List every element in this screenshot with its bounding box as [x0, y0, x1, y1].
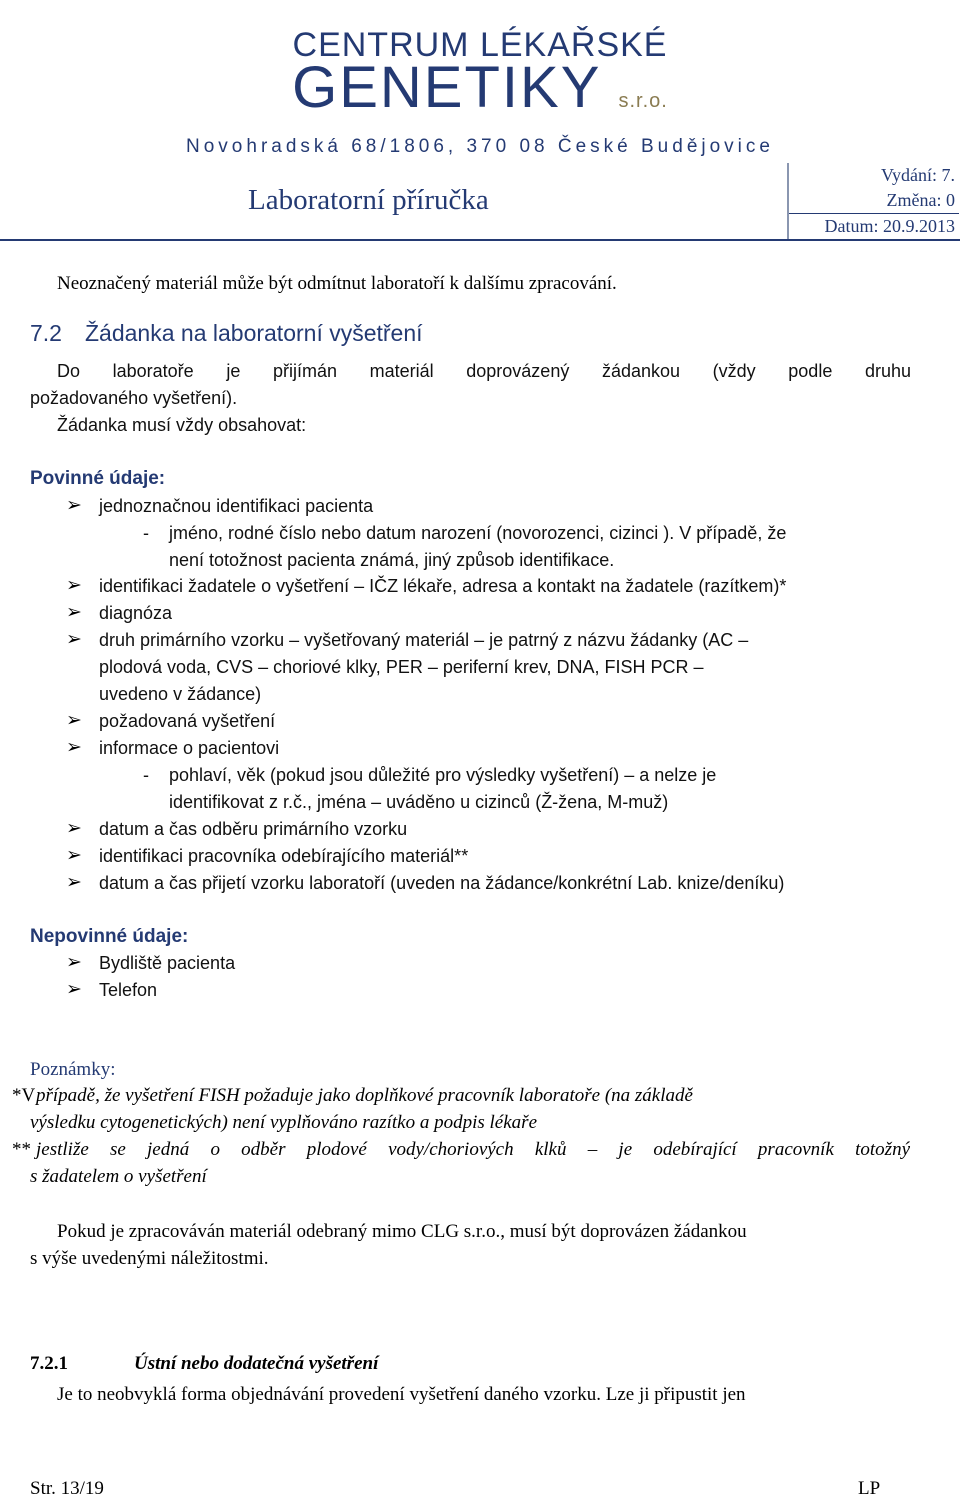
arrow-bullet-icon: ➢ — [66, 871, 82, 893]
item-diagnosis: diagnóza — [99, 603, 173, 623]
opt-address: Bydliště pacienta — [99, 953, 236, 973]
subsection-number: 7.2.1 — [30, 1353, 68, 1374]
note1-mark: *V — [12, 1085, 36, 1106]
mandatory-heading: Povinné údaje: — [30, 468, 166, 489]
item-patient-id-sub-1: jméno, rodné číslo nebo datum narození (novorozenci, cizinci ). V případě, že — [169, 523, 787, 543]
item-requested-tests: požadovaná vyšetření — [99, 711, 276, 731]
note2-line1: jestliže se jedná o odběr plodové vody/choriových klků – je odebírající pracovník totožný — [36, 1139, 910, 1160]
arrow-bullet-icon: ➢ — [66, 817, 82, 839]
item-patient-id: jednoznačnou identifikaci pacienta — [99, 496, 374, 516]
para3-line2: s výše uvedenými náležitostmi. — [30, 1248, 269, 1269]
item-patient-info-sub-2: identifikovat z r.č., jména – uváděno u cizinců (Ž-žena, M-muž) — [169, 792, 669, 812]
arrow-bullet-icon: ➢ — [66, 978, 82, 1000]
dash: - — [143, 523, 149, 543]
para1-line2: požadovaného vyšetření). — [30, 388, 238, 408]
item-receipt-datetime: datum a čas přijetí vzorku laboratoří (uveden na žádance/konkrétní Lab. knize/deníku) — [99, 873, 785, 893]
page-number: Str. 13/19 — [30, 1478, 104, 1499]
note1-line1: případě, že vyšetření FISH požaduje jako doplňkové pracovník laboratoře (na základě — [36, 1085, 693, 1106]
section-number: 7.2 — [30, 320, 62, 346]
item-patient-id-sub-2: není totožnost pacienta známá, jiný způsob identifikace. — [169, 550, 615, 570]
header-divider — [0, 239, 960, 241]
logo-sro: s.r.o. — [618, 90, 668, 112]
note1-line2: výsledku cytogenetických) není vyplňováno razítko a podpis lékaře — [30, 1112, 537, 1133]
subsection-title: Ústní nebo dodatečná vyšetření — [134, 1353, 379, 1374]
item-patient-info: informace o pacientovi — [99, 738, 280, 758]
arrow-bullet-icon: ➢ — [66, 709, 82, 731]
para2: Žádanka musí vždy obsahovat: — [57, 415, 307, 435]
arrow-bullet-icon: ➢ — [66, 628, 82, 650]
item-sample-type-2: plodová voda, CVS – choriové klky, PER – periferní krev, DNA, FISH PCR – — [99, 657, 704, 677]
para1-line1: Do laboratoře je přijímán materiál doprovázený žádankou (vždy podle druhu — [57, 361, 911, 381]
arrow-bullet-icon: ➢ — [66, 494, 82, 516]
change: Změna: 0 — [789, 188, 959, 214]
item-collection-datetime: datum a čas odběru primárního vzorku — [99, 819, 408, 839]
item-patient-info-sub-1: pohlaví, věk (pokud jsou důležité pro výsledky vyšetření) – a nelze je — [169, 765, 717, 785]
item-collector-id: identifikaci pracovníka odebírajícího materiál** — [99, 846, 469, 866]
note2-line2: s žadatelem o vyšetření — [30, 1166, 207, 1187]
logo-address: Novohradská 68/1806, 370 08 České Budějovice — [186, 136, 774, 157]
revision-box — [787, 163, 959, 239]
intro-text: Neoznačený materiál může být odmítnut laboratoří k dalšímu zpracování. — [57, 273, 617, 294]
arrow-bullet-icon: ➢ — [66, 951, 82, 973]
dash: - — [143, 765, 149, 785]
para3-line1: Pokud je zpracováván materiál odebraný mimo CLG s.r.o., musí být doprovázen žádankou — [57, 1221, 747, 1242]
logo-line-2 — [0, 54, 960, 121]
arrow-bullet-icon: ➢ — [66, 601, 82, 623]
notes-heading: Poznámky: — [30, 1059, 116, 1080]
item-requester: identifikaci žadatele o vyšetření – IČZ lékaře, adresa a kontakt na žadatele (razítkem)* — [99, 576, 787, 596]
arrow-bullet-icon: ➢ — [66, 844, 82, 866]
arrow-bullet-icon: ➢ — [66, 736, 82, 758]
section-title: Žádanka na laboratorní vyšetření — [85, 320, 423, 346]
opt-phone: Telefon — [99, 980, 158, 1000]
optional-heading: Nepovinné údaje: — [30, 926, 189, 947]
logo-genetiky: GENETIKY — [292, 55, 601, 120]
document-title: Laboratorní příručka — [248, 184, 489, 216]
edition: Vydání: 7. — [881, 165, 955, 185]
item-sample-type-1: druh primárního vzorku – vyšetřovaný materiál – je patrný z názvu žádanky (AC – — [99, 630, 749, 650]
footer-initials: LP — [858, 1478, 881, 1499]
item-sample-type-3: uvedeno v žádance) — [99, 684, 262, 704]
note2-mark: ** — [12, 1139, 31, 1160]
logo-line-1: CENTRUM LÉKAŘSKÉ — [292, 26, 668, 64]
arrow-bullet-icon: ➢ — [66, 574, 82, 596]
date: Datum: 20.9.2013 — [824, 216, 955, 236]
para4: Je to neobvyklá forma objednávání provedení vyšetření daného vzorku. Lze ji připustit jen — [57, 1384, 746, 1405]
